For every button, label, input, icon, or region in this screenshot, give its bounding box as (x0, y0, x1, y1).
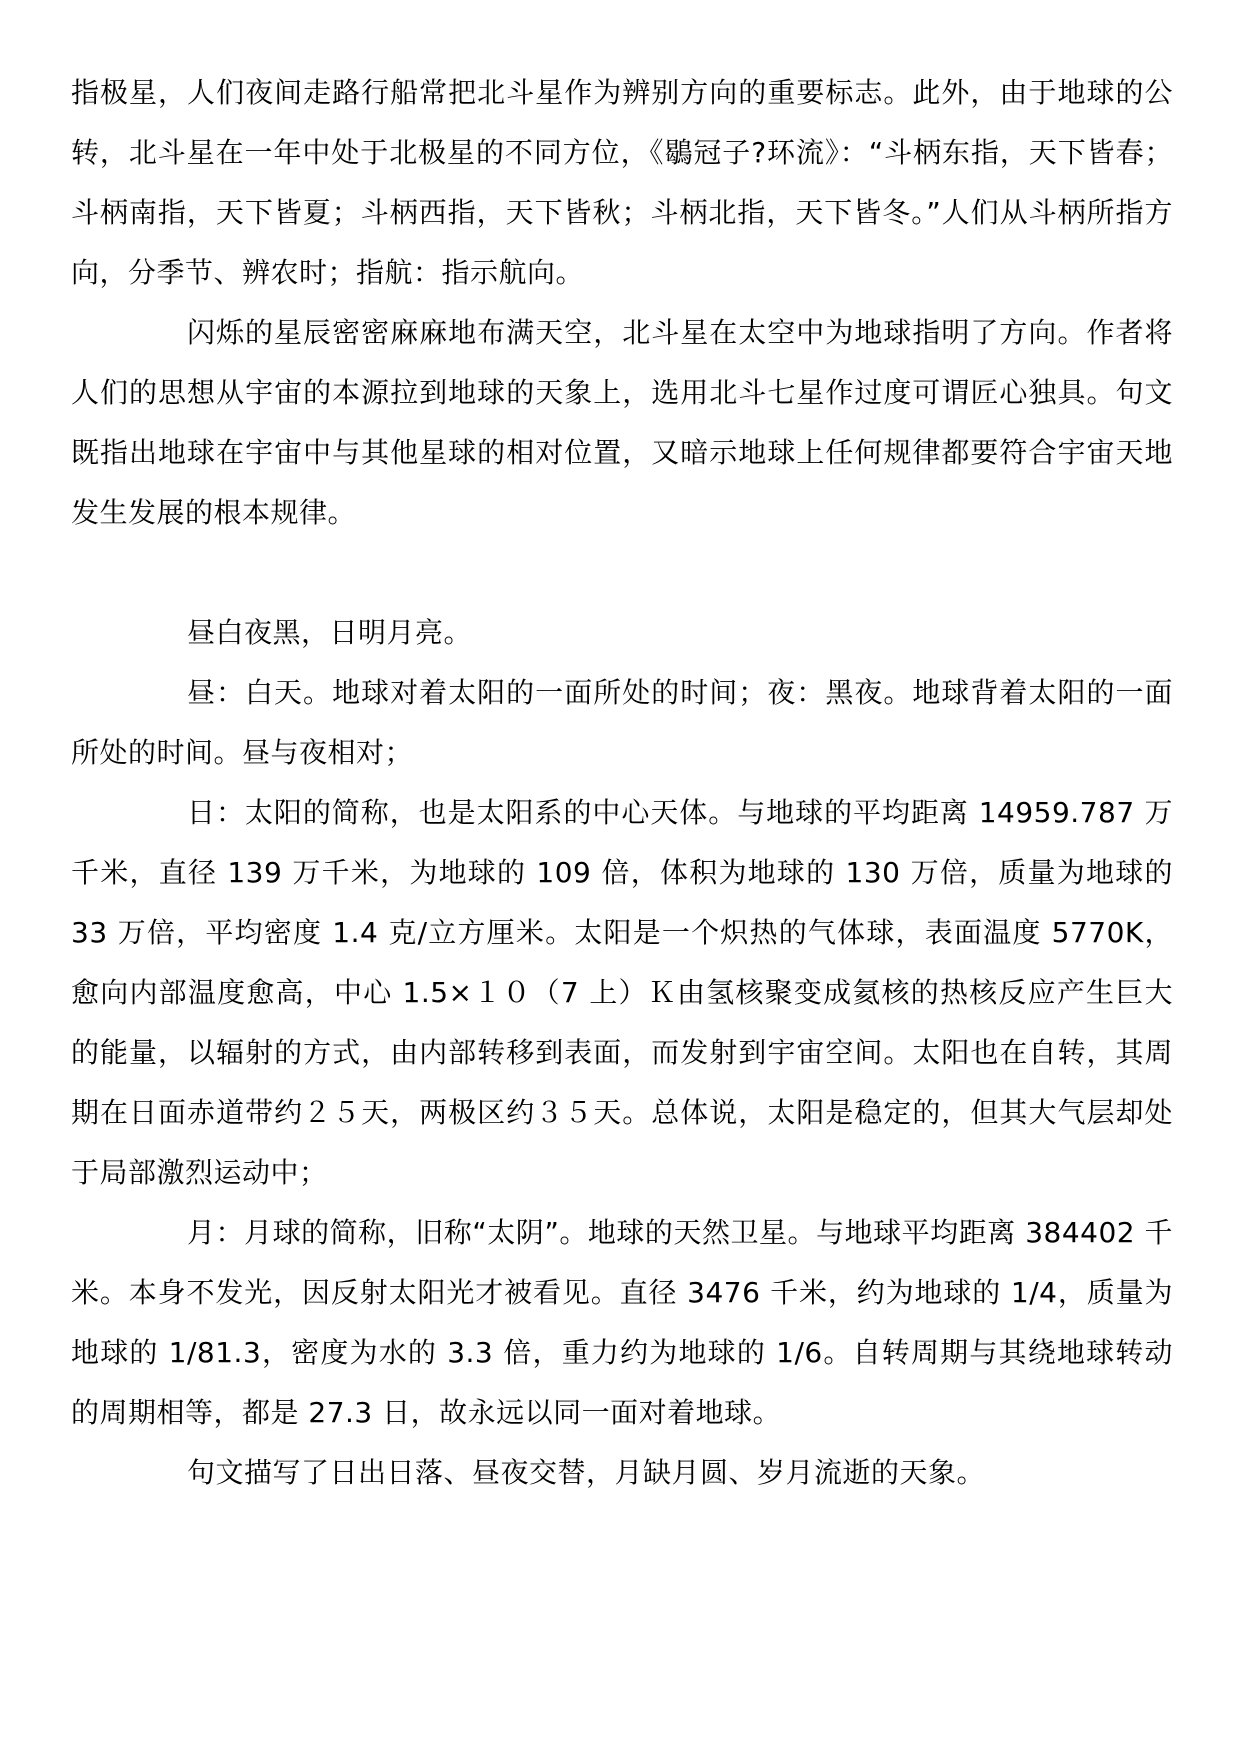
paragraph-sun: 日：太阳的简称，也是太阳系的中心天体。与地球的平均距离 14959.787 万千米，直径 139 万千米，为地球的 109 倍，体积为地球的 130 万倍，质量为地球的 33 万倍，平均密度 1.4 克/立方厘米。太阳是一个炽热的气体球，表面温度 5770K，愈向内部温度愈高，中心 1.5×１０（7 上）Ｋ由氢核聚变成氦核的热核反应产生巨大的能量，以辐射的方式，由内部转移到表面，而发射到宇宙空间。太阳也在自转，其周期在日面赤道带约２５天，两极区约３５天。总体说，太阳是稳定的，但其大气层却处于局部激烈运动中； (71, 796, 1173, 1189)
paragraph-moon: 月：月球的简称，旧称“太阴”。地球的天然卫星。与地球平均距离 384402 千米。本身不发光，因反射太阳光才被看见。直径 3476 千米，约为地球的 1/4，质量为地球的 1/81.3，密度为水的 3.3 倍，重力约为地球的 1/6。自转周期与其绕地球转动的周期相等，都是 27.3 日，故永远以同一面对着地球。 (71, 1216, 1173, 1429)
paragraph-verse-line: 昼白夜黑，日明月亮。 (187, 616, 473, 649)
paragraph-beidou-navigation: 指极星，人们夜间走路行船常把北斗星作为辨别方向的重要标志。此外，由于地球的公转，北斗星在一年中处于北极星的不同方位，《鶡冠子?环流》：“斗柄东指，天下皆春；斗柄南指，天下皆夏；斗柄西指，天下皆秋；斗柄北指，天下皆冬。”人们从斗柄所指方向，分季节、辨农时；指航：指示航向。 (71, 76, 1173, 289)
paragraph-summary: 句文描写了日出日落、昼夜交替，月缺月圆、岁月流逝的天象。 (187, 1456, 986, 1489)
paragraph-spacer (71, 543, 1173, 603)
paragraph-day-night: 昼：白天。地球对着太阳的一面所处的时间；夜：黑夜。地球背着太阳的一面所处的时间。昼与夜相对； (71, 676, 1173, 769)
paragraph-beidou-commentary: 闪烁的星辰密密麻麻地布满天空，北斗星在太空中为地球指明了方向。作者将人们的思想从宇宙的本源拉到地球的天象上，选用北斗七星作过度可谓匠心独具。句文既指出地球在宇宙中与其他星球的相对位置，又暗示地球上任何规律都要符合宇宙天地发生发展的根本规律。 (71, 316, 1173, 529)
